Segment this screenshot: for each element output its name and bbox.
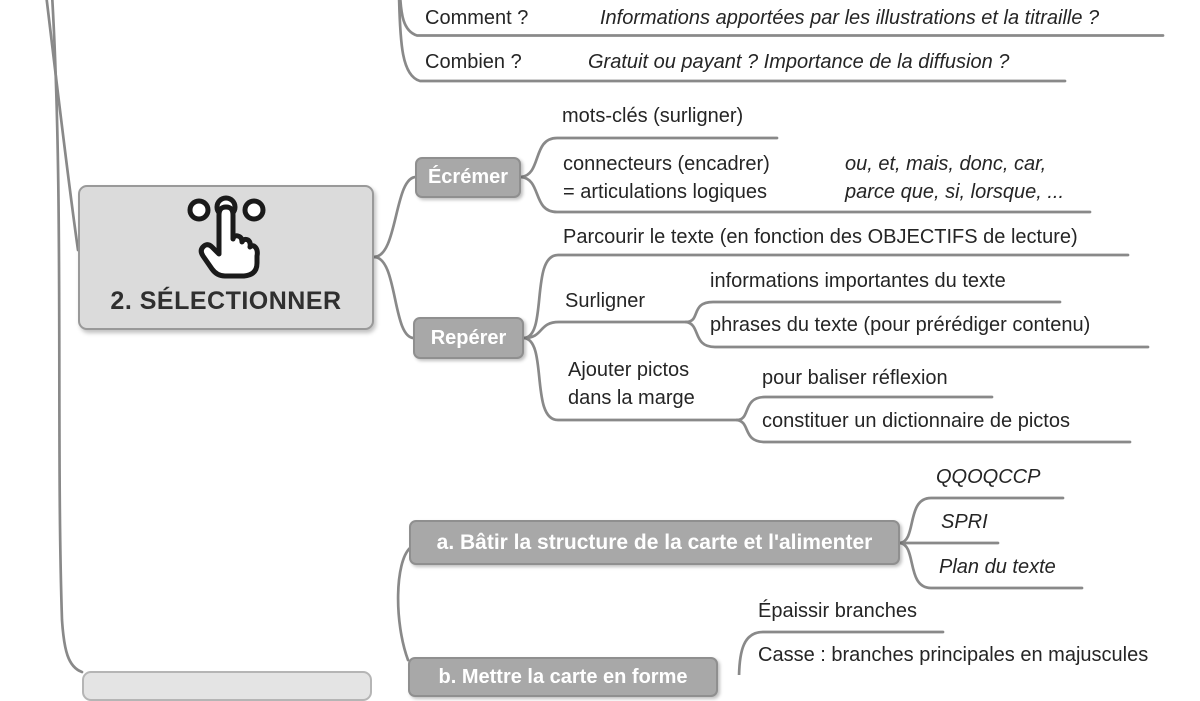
topic-surligner[interactable]: Surligner xyxy=(565,290,646,312)
topic-mots-cles[interactable]: mots-clés (surligner) xyxy=(562,105,744,127)
node-ecremer[interactable] xyxy=(415,157,521,198)
main-node-title: 2. SÉLECTIONNER xyxy=(110,287,342,315)
topic-spri[interactable]: SPRI xyxy=(941,511,988,533)
topic-dictionnaire-pictos[interactable]: constituer un dictionnaire de pictos xyxy=(762,410,1070,432)
topic-plan-du-texte[interactable]: Plan du texte xyxy=(939,556,1056,578)
node-batir-label: a. Bâtir la structure de la carte et l'alimenter xyxy=(436,530,873,554)
branch-root-to-main xyxy=(46,0,78,250)
topic-ajouter-pictos-line1[interactable]: Ajouter pictos xyxy=(568,359,690,381)
branch-main-reperer xyxy=(374,257,414,338)
topic-parcourir[interactable]: Parcourir le texte (en fonction des OBJECTIFS de lecture) xyxy=(563,226,1078,248)
node-reperer[interactable] xyxy=(413,317,524,359)
topic-qqoqccp[interactable]: QQOQCCP xyxy=(936,466,1041,488)
branch-a-to-b xyxy=(398,548,410,660)
node-mettre-label: b. Mettre la carte en forme xyxy=(438,665,688,688)
topic-ajouter-pictos-line2[interactable]: dans la marge xyxy=(568,387,695,409)
topic-connecteurs-line2[interactable]: = articulations logiques xyxy=(563,181,768,203)
topic-comment-detail[interactable]: Informations apportées par les illustrations et la titraille ? xyxy=(600,7,1100,29)
topic-comment-label[interactable]: Comment ? xyxy=(425,7,529,29)
main-node-selectionner[interactable] xyxy=(78,185,374,330)
topic-informations-importantes[interactable]: informations importantes du texte xyxy=(710,270,1006,292)
node-bottom-cutoff[interactable] xyxy=(82,671,372,701)
topic-phrases-du-texte[interactable]: phrases du texte (pour prérédiger contenu) xyxy=(710,314,1091,336)
topic-connecteurs-line1[interactable]: connecteurs (encadrer) xyxy=(563,153,770,175)
tap-select-icon xyxy=(170,193,282,285)
topic-combien-detail[interactable]: Gratuit ou payant ? Importance de la diffusion ? xyxy=(588,51,1010,73)
node-batir-structure[interactable] xyxy=(409,520,900,565)
topic-epaissir-branches[interactable]: Épaissir branches xyxy=(758,600,917,622)
topic-casse-majuscules[interactable]: Casse : branches principales en majuscules xyxy=(758,644,1149,666)
topic-combien-label[interactable]: Combien ? xyxy=(425,51,522,73)
branch-root-to-bottom xyxy=(52,0,82,672)
node-mettre-en-forme[interactable] xyxy=(408,657,718,697)
node-reperer-label: Repérer xyxy=(430,326,507,349)
node-ecremer-label: Écrémer xyxy=(427,166,509,188)
topic-connector-examples-line2[interactable]: parce que, si, lorsque, ... xyxy=(845,181,1065,203)
topic-pour-baliser[interactable]: pour baliser réflexion xyxy=(762,367,948,389)
topic-connector-examples-line1[interactable]: ou, et, mais, donc, car, xyxy=(845,153,1047,175)
branch-main-ecremer xyxy=(374,177,416,257)
branch-surligner xyxy=(524,322,686,338)
